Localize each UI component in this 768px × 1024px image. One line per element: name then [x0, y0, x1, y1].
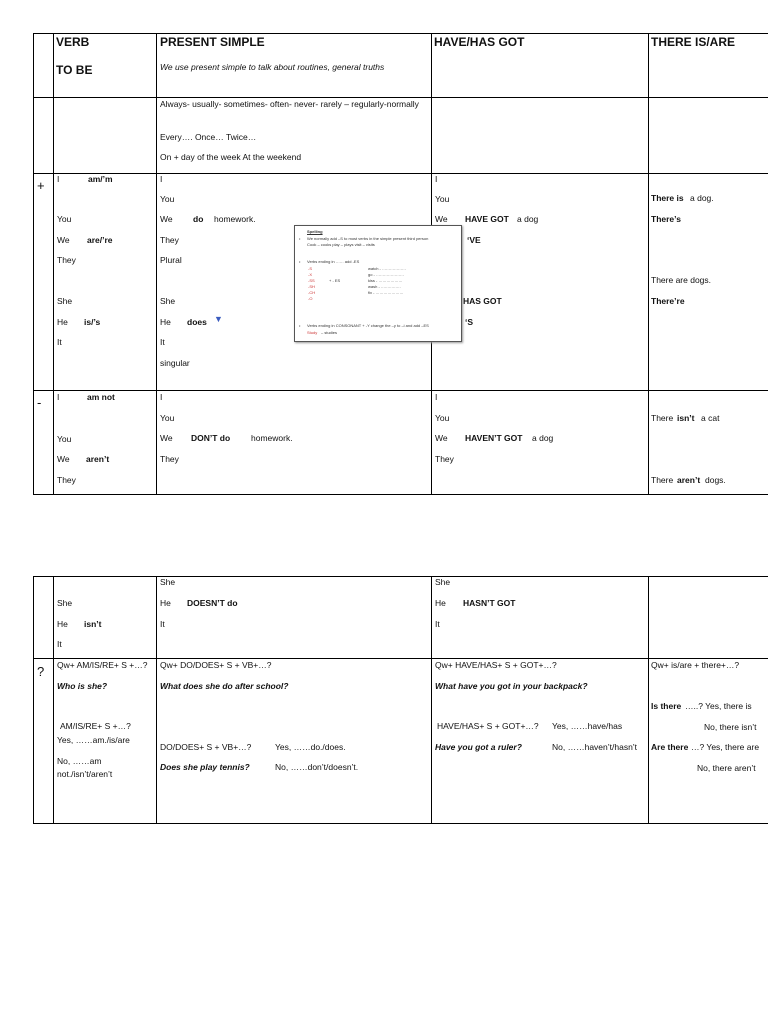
ps-neg-we: We	[160, 433, 173, 443]
hg-neg-havent-got: HAVEN’T GOT	[465, 433, 523, 443]
tobe-neg-isnt: isn’t	[84, 619, 102, 629]
question-symbol: ?	[37, 664, 45, 679]
tobe-neg-she: She	[57, 598, 73, 608]
ps-pos-singular: singular	[160, 358, 190, 368]
ti-pos-a-dog: a dog.	[690, 193, 714, 203]
ps-q-no: No, ……don’t/doesn’t.	[275, 762, 359, 772]
tobe-neg-he: He	[57, 619, 68, 629]
tobe-pos-am: am/’m	[88, 174, 113, 184]
spelling-rule-2: Verbs ending in …… add -ES	[307, 259, 360, 264]
hg-q-yes: Yes, ……have/has	[552, 721, 623, 731]
ending-o: -O	[308, 296, 313, 301]
tobe-pos-is: is/’s	[84, 317, 101, 327]
example-wash: wash - ……………	[368, 284, 401, 289]
ps-neg-dont-do: DON’T do	[191, 433, 231, 443]
spelling-rule-3-study: Study	[307, 330, 318, 335]
add-es-label: + - ES	[329, 278, 341, 283]
bullet-icon: •	[299, 236, 301, 241]
hg-q-formula: Qw+ HAVE/HAS+ S + GOT+…?	[435, 660, 557, 670]
ti-pos-there-is: There is	[651, 193, 684, 203]
ps-q-yes: Yes, ……do./does.	[275, 742, 346, 752]
example-fix: fix - …………………	[368, 290, 404, 295]
ps-q-formula: Qw+ DO/DOES+ S + VB+…?	[160, 660, 272, 670]
ps-pos-does: does	[187, 317, 207, 327]
ti-q-is-there: Is there	[651, 701, 682, 711]
tobe-neg-arent: aren’t	[86, 454, 110, 464]
ps-neg-homework: homework.	[251, 433, 293, 443]
header-there-is-are: THERE IS/ARE	[651, 35, 736, 49]
ps-pos-do: do	[193, 214, 204, 224]
ending-s: -S	[308, 266, 312, 271]
tobe-neg-we: We	[57, 454, 70, 464]
ps-pos-plural: Plural	[160, 255, 182, 265]
hg-q-yn: HAVE/HAS+ S + GOT+…?	[437, 721, 539, 731]
spelling-rule-3: Verbs ending in CONSONANT + -Y change the –y to –i and add –ES	[307, 323, 429, 328]
ti-pos-theres: There’s	[651, 214, 681, 224]
header-verb: VERB	[56, 35, 90, 49]
tobe-neg-you: You	[57, 434, 72, 444]
ps-q-yn-example: Does she play tennis?	[160, 762, 250, 772]
hg-q-no: No, ……haven’t/hasn’t	[552, 742, 638, 752]
ti-neg-isnt-word: isn’t	[677, 413, 695, 423]
tobe-neg-it: It	[57, 639, 62, 649]
ps-pos-i: I	[160, 174, 163, 184]
hg-q-yn-example: Have you got a ruler?	[435, 742, 522, 752]
hg-neg-hasnt-got: HASN’T GOT	[463, 598, 516, 608]
ps-neg-you: You	[160, 413, 175, 423]
ps-q-yn: DO/DOES+ S + VB+…?	[160, 742, 252, 752]
ps-neg-i: I	[160, 392, 163, 402]
positive-symbol: +	[37, 178, 45, 193]
tobe-q-no: No, ……am	[57, 756, 102, 766]
ps-q-example: What does she do after school?	[160, 681, 289, 691]
header-to-be: TO BE	[56, 63, 93, 77]
hg-neg-a-dog: a dog	[532, 433, 554, 443]
tobe-q-no-2: not./isn’t/aren’t	[57, 769, 113, 779]
time-expressions: Every…. Once… Twice…	[160, 132, 257, 142]
tobe-neg-they: They	[57, 475, 76, 485]
ps-pos-he: He	[160, 317, 171, 327]
ti-neg-dogs: dogs.	[705, 475, 726, 485]
hg-pos-has-got: HAS GOT	[463, 296, 502, 306]
hg-neg-they: They	[435, 454, 454, 464]
hg-pos-a-dog: a dog	[517, 214, 539, 224]
ti-q-are-there-rest: …? Yes, there are	[691, 742, 760, 752]
ps-neg-doesnt-do: DOESN’T do	[187, 598, 238, 608]
ending-sh: -SH	[308, 284, 315, 289]
tobe-pos-she: She	[57, 296, 73, 306]
bullet-icon: •	[299, 323, 301, 328]
tobe-q-yes: Yes, ……am./is/are	[57, 735, 130, 745]
ti-neg-there: There	[651, 413, 674, 423]
hg-neg-you: You	[435, 413, 450, 423]
tobe-q-example: Who is she?	[57, 681, 108, 691]
frequency-adverbs: Always- usually- sometimes- often- never- rarely – regularly-normally	[160, 99, 419, 109]
grammar-table-bottom	[33, 576, 768, 824]
hg-pos-we: We	[435, 214, 448, 224]
hg-pos-have-got: HAVE GOT	[465, 214, 509, 224]
ti-pos-therere: There’re	[651, 296, 685, 306]
ps-pos-homework: homework.	[214, 214, 256, 224]
spelling-rule-3-studies: – studies	[321, 330, 338, 335]
comment-marker-icon[interactable]: ▼	[214, 314, 223, 324]
example-kiss: kiss - ………………	[368, 278, 403, 283]
ti-q-are-there: Are there	[651, 742, 689, 752]
ti-neg-a-cat: a cat	[701, 413, 720, 423]
hg-pos-i: I	[435, 174, 438, 184]
spelling-note-popup[interactable]	[294, 225, 462, 342]
header-present-simple: PRESENT SIMPLE	[160, 35, 265, 49]
tobe-pos-i: I	[57, 174, 60, 184]
ps-pos-it: It	[160, 337, 165, 347]
present-simple-description: We use present simple to talk about routines, general truths	[160, 62, 385, 72]
tobe-neg-i: I	[57, 392, 60, 402]
ti-neg-there-2: There	[651, 475, 674, 485]
hg-neg-it: It	[435, 619, 440, 629]
tobe-pos-are: are/’re	[87, 235, 113, 245]
bullet-icon: •	[299, 259, 301, 264]
ti-q-no-arent: No, there aren’t	[697, 763, 756, 773]
hg-neg-i: I	[435, 392, 438, 402]
ps-neg-he: He	[160, 598, 171, 608]
tobe-pos-they: They	[57, 255, 76, 265]
hg-pos-you: You	[435, 194, 450, 204]
ps-neg-they: They	[160, 454, 179, 464]
ps-pos-we: We	[160, 214, 173, 224]
ti-q-formula: Qw+ is/are + there+…?	[651, 660, 740, 670]
tobe-neg-am-not: am not	[87, 392, 115, 402]
tobe-pos-it: It	[57, 337, 62, 347]
ti-q-no-isnt: No, there isn’t	[704, 722, 757, 732]
ti-pos-there-are-dogs: There are dogs.	[651, 275, 712, 285]
negative-symbol: -	[37, 395, 42, 410]
hg-q-example: What have you got in your backpack?	[435, 681, 588, 691]
ending-ss: -SS	[308, 278, 315, 283]
ps-neg-she: She	[160, 577, 176, 587]
spelling-title: Spelling	[307, 229, 323, 234]
day-expressions: On + day of the week At the weekend	[160, 152, 302, 162]
ps-neg-it: It	[160, 619, 165, 629]
tobe-pos-he: He	[57, 317, 68, 327]
spelling-rule-1-examples: Cook – cooks play – plays visit – visits	[307, 242, 375, 247]
ps-pos-you: You	[160, 194, 175, 204]
hg-pos-s: ‘S	[465, 317, 474, 327]
tobe-q-formula: Qw+ AM/IS/RE+ S +…?	[57, 660, 148, 670]
ti-q-is-there-rest: …..? Yes, there is	[685, 701, 752, 711]
ps-pos-they: They	[160, 235, 179, 245]
ti-neg-arent: aren’t	[677, 475, 701, 485]
ending-ch: -CH	[308, 290, 316, 295]
example-watch: watch - ………………	[368, 266, 407, 271]
spelling-rule-1: We normally add –S to most verbs in the simple present third person	[307, 236, 429, 241]
tobe-pos-you: You	[57, 214, 72, 224]
tobe-pos-we: We	[57, 235, 70, 245]
ending-x: -X	[308, 272, 312, 277]
example-go: go - …………………	[368, 272, 405, 277]
hg-neg-she: She	[435, 577, 451, 587]
ps-pos-she: She	[160, 296, 176, 306]
header-have-got: HAVE/HAS GOT	[434, 35, 525, 49]
hg-neg-we: We	[435, 433, 448, 443]
hg-pos-ve: ‘VE	[467, 235, 481, 245]
tobe-q-yn: AM/IS/RE+ S +…?	[60, 721, 131, 731]
hg-neg-he: He	[435, 598, 446, 608]
